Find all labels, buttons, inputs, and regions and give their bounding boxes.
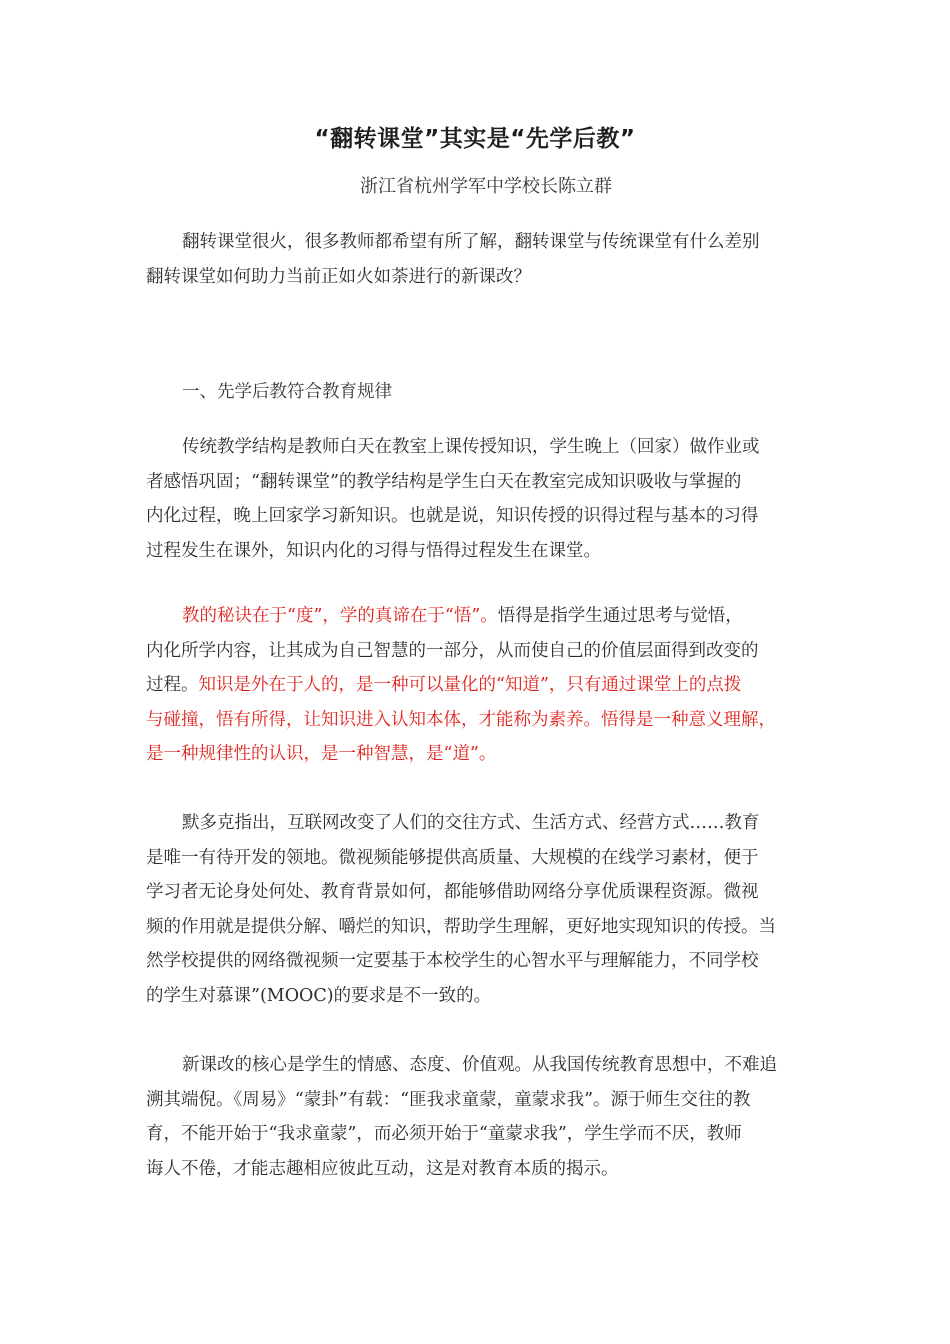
paragraph-line: 默多克指出，互联网改变了人们的交往方式、生活方式、经营方式……教育 <box>182 813 760 833</box>
highlighted-text: 知识是外在于人的，是一种可以量化的“知道”，只有通过课堂上的点拨 <box>198 675 742 695</box>
paragraph-line: 内化过程，晚上回家学习新知识。也就是说，知识传授的识得过程与基本的习得 <box>146 506 759 526</box>
paragraph-line: 是唯一有待开发的领地。微视频能够提供高质量、大规模的在线学习素材，便于 <box>146 847 759 868</box>
paragraph-line <box>146 599 810 634</box>
intro-paragraph <box>146 225 810 294</box>
paragraph-1 <box>146 430 810 568</box>
paragraph-line: 的学生对慕课”(MOOC)的要求是不一致的。 <box>146 985 492 1006</box>
plain-text: 悟得是指学生通过思考与觉悟， <box>497 606 743 626</box>
paragraph-2 <box>146 599 810 772</box>
paragraph-line: 育，不能开始于“我求童蒙”，而必须开始于“童蒙求我”，学生学而不厌，教师 <box>146 1124 742 1144</box>
document-title: “翻转课堂”其实是“先学后教” <box>314 126 636 152</box>
paragraph-line <box>146 668 810 703</box>
highlighted-line: 是一种规律性的认识，是一种智慧，是“道”。 <box>146 744 497 764</box>
paragraph-line: 者感悟巩固；“翻转课堂”的教学结构是学生白天在教室完成知识吸收与掌握的 <box>146 471 742 492</box>
plain-text: 过程。 <box>146 675 199 695</box>
paragraph-4 <box>146 1048 810 1186</box>
paragraph-line: 溯其端倪。《周易》“蒙卦”有载：“匪我求童蒙，童蒙求我”。源于师生交往的教 <box>146 1089 751 1110</box>
paragraph-line: 然学校提供的网络微视频一定要基于本校学生的心智水平与理解能力，不同学校 <box>146 951 759 971</box>
section-heading: 一、先学后教符合教育规律 <box>182 382 392 402</box>
paragraph-line: 学习者无论身处何处、教育背景如何，都能够借助网络分享优质课程资源。微视 <box>146 882 759 902</box>
paragraph-line: 传统教学结构是教师白天在教室上课传授知识，学生晚上（回家）做作业或 <box>182 437 760 457</box>
paragraph-line: 频的作用就是提供分解、嚼烂的知识，帮助学生理解，更好地实现知识的传授。当 <box>146 916 776 937</box>
highlighted-line: 与碰撞，悟有所得，让知识进入认知本体，才能称为素养。悟得是一种意义理解， <box>146 709 776 730</box>
intro-line: 翻转课堂如何助力当前正如火如荼进行的新课改？ <box>146 266 531 287</box>
author-byline: 浙江省杭州学军中学校长陈立群 <box>360 176 612 197</box>
highlighted-text: 教的秘诀在于“度”，学的真谛在于“悟”。 <box>182 606 498 626</box>
paragraph-line: 过程发生在课外，知识内化的习得与悟得过程发生在课堂。 <box>146 540 601 561</box>
paragraph-3 <box>146 806 810 1013</box>
intro-line: 翻转课堂很火，很多教师都希望有所了解，翻转课堂与传统课堂有什么差别 <box>182 232 760 252</box>
paragraph-line: 诲人不倦，才能志趣相应彼此互动，这是对教育本质的揭示。 <box>146 1158 619 1179</box>
paragraph-line: 新课改的核心是学生的情感、态度、价值观。从我国传统教育思想中，不难追 <box>182 1055 777 1075</box>
paragraph-line: 内化所学内容，让其成为自己智慧的一部分，从而使自己的价值层面得到改变的 <box>146 640 759 661</box>
